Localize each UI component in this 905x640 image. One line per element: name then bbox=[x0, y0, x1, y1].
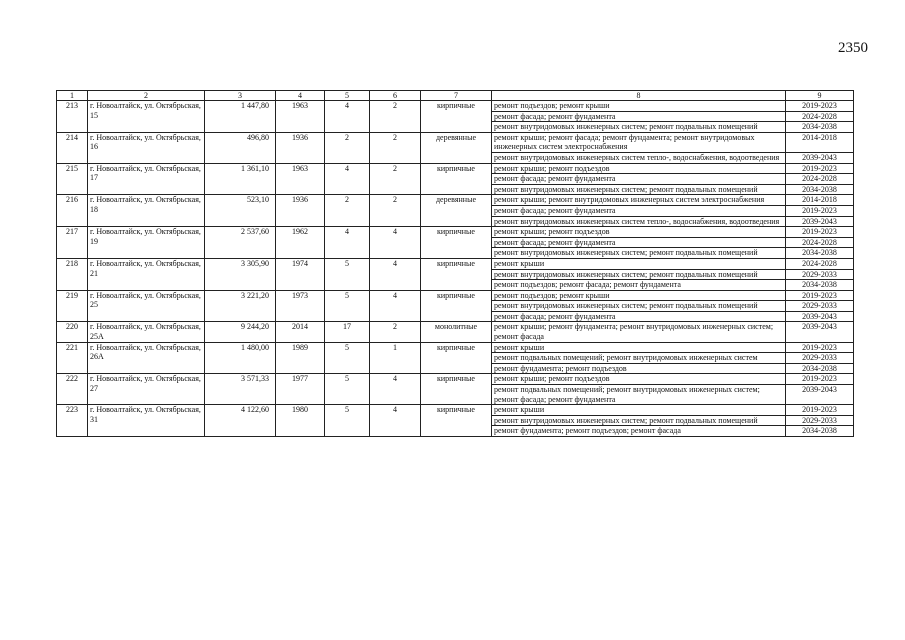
entrances-cell: 2 bbox=[370, 101, 421, 133]
table-row bbox=[57, 258, 854, 269]
entrances-cell: 4 bbox=[370, 258, 421, 290]
period-cell: 2019-2023 bbox=[786, 205, 854, 216]
year-cell: 1963 bbox=[276, 163, 325, 195]
address-cell: г. Новоалтайск, ул. Октябрьская, 25 bbox=[88, 290, 205, 322]
row-number-cell: 219 bbox=[57, 290, 88, 322]
work-cell: ремонт фундамента; ремонт подъездов; ремонт фасада bbox=[492, 426, 786, 437]
walls-cell: кирпичные bbox=[421, 101, 492, 133]
table-row bbox=[57, 322, 854, 342]
floors-cell: 4 bbox=[325, 227, 370, 259]
area-cell: 496,80 bbox=[205, 132, 276, 163]
area-cell: 4 122,60 bbox=[205, 405, 276, 437]
column-header: 8 bbox=[492, 91, 786, 101]
period-cell: 2019-2023 bbox=[786, 163, 854, 174]
period-cell: 2024-2028 bbox=[786, 111, 854, 122]
work-cell: ремонт внутридомовых инженерных систем; ремонт подвальных помещений bbox=[492, 184, 786, 195]
work-cell: ремонт подъездов; ремонт крыши bbox=[492, 290, 786, 301]
address-cell: г. Новоалтайск, ул. Октябрьская, 31 bbox=[88, 405, 205, 437]
row-number-cell: 218 bbox=[57, 258, 88, 290]
work-cell: ремонт крыши; ремонт фундамента; ремонт внутридомовых инженерных систем; ремонт фасада bbox=[492, 322, 786, 342]
address-cell: г. Новоалтайск, ул. Октябрьская, 26А bbox=[88, 342, 205, 374]
work-cell: ремонт крыши; ремонт внутридомовых инженерных систем электроснабжения bbox=[492, 195, 786, 206]
work-cell: ремонт внутридомовых инженерных систем тепло-, водоснабжения, водоотведения bbox=[492, 216, 786, 227]
address-cell: г. Новоалтайск, ул. Октябрьская, 16 bbox=[88, 132, 205, 163]
area-cell: 1 447,80 bbox=[205, 101, 276, 133]
table-body bbox=[57, 101, 854, 437]
work-cell: ремонт внутридомовых инженерных систем; ремонт подвальных помещений bbox=[492, 122, 786, 133]
column-header: 1 bbox=[57, 91, 88, 101]
period-cell: 2039-2043 bbox=[786, 322, 854, 342]
work-cell: ремонт крыши bbox=[492, 405, 786, 416]
area-cell: 523,10 bbox=[205, 195, 276, 227]
year-cell: 1974 bbox=[276, 258, 325, 290]
period-cell: 2034-2038 bbox=[786, 184, 854, 195]
row-number-cell: 215 bbox=[57, 163, 88, 195]
address-cell: г. Новоалтайск, ул. Октябрьская, 19 bbox=[88, 227, 205, 259]
period-cell: 2039-2043 bbox=[786, 311, 854, 322]
year-cell: 1980 bbox=[276, 405, 325, 437]
work-cell: ремонт внутридомовых инженерных систем; ремонт подвальных помещений bbox=[492, 269, 786, 280]
period-cell: 2034-2038 bbox=[786, 426, 854, 437]
entrances-cell: 2 bbox=[370, 163, 421, 195]
work-cell: ремонт фасада; ремонт фундамента bbox=[492, 311, 786, 322]
floors-cell: 5 bbox=[325, 374, 370, 405]
entrances-cell: 4 bbox=[370, 227, 421, 259]
address-cell: г. Новоалтайск, ул. Октябрьская, 25А bbox=[88, 322, 205, 342]
table-row bbox=[57, 101, 854, 112]
period-cell: 2029-2033 bbox=[786, 269, 854, 280]
address-cell: г. Новоалтайск, ул. Октябрьская, 21 bbox=[88, 258, 205, 290]
area-cell: 9 244,20 bbox=[205, 322, 276, 342]
entrances-cell: 4 bbox=[370, 405, 421, 437]
floors-cell: 5 bbox=[325, 342, 370, 374]
year-cell: 1936 bbox=[276, 195, 325, 227]
entrances-cell: 2 bbox=[370, 195, 421, 227]
period-cell: 2019-2023 bbox=[786, 290, 854, 301]
page-number: 2350 bbox=[838, 40, 868, 56]
period-cell: 2024-2028 bbox=[786, 237, 854, 248]
work-cell: ремонт фасада; ремонт фундамента bbox=[492, 205, 786, 216]
table-row bbox=[57, 163, 854, 174]
floors-cell: 2 bbox=[325, 132, 370, 163]
period-cell: 2024-2028 bbox=[786, 258, 854, 269]
work-cell: ремонт крыши; ремонт подъездов bbox=[492, 374, 786, 385]
work-cell: ремонт крыши; ремонт подъездов bbox=[492, 163, 786, 174]
period-cell: 2034-2038 bbox=[786, 280, 854, 291]
walls-cell: кирпичные bbox=[421, 374, 492, 405]
period-cell: 2019-2023 bbox=[786, 374, 854, 385]
row-number-cell: 221 bbox=[57, 342, 88, 374]
period-cell: 2019-2023 bbox=[786, 227, 854, 238]
floors-cell: 5 bbox=[325, 405, 370, 437]
floors-cell: 4 bbox=[325, 163, 370, 195]
column-header: 3 bbox=[205, 91, 276, 101]
work-cell: ремонт внутридомовых инженерных систем тепло-, водоснабжения, водоотведения bbox=[492, 152, 786, 163]
work-cell: ремонт подъездов; ремонт фасада; ремонт фундамента bbox=[492, 280, 786, 291]
address-cell: г. Новоалтайск, ул. Октябрьская, 17 bbox=[88, 163, 205, 195]
work-cell: ремонт внутридомовых инженерных систем; ремонт подвальных помещений bbox=[492, 248, 786, 259]
year-cell: 2014 bbox=[276, 322, 325, 342]
work-cell: ремонт фасада; ремонт фундамента bbox=[492, 237, 786, 248]
area-cell: 2 537,60 bbox=[205, 227, 276, 259]
floors-cell: 5 bbox=[325, 290, 370, 322]
walls-cell: кирпичные bbox=[421, 405, 492, 437]
period-cell: 2039-2043 bbox=[786, 216, 854, 227]
period-cell: 2039-2043 bbox=[786, 152, 854, 163]
column-header: 9 bbox=[786, 91, 854, 101]
walls-cell: кирпичные bbox=[421, 342, 492, 374]
work-cell: ремонт фасада; ремонт фундамента bbox=[492, 174, 786, 185]
row-number-cell: 213 bbox=[57, 101, 88, 133]
work-cell: ремонт крыши; ремонт фасада; ремонт фундамента; ремонт внутридомовых инженерных систем электроснабжения bbox=[492, 132, 786, 152]
floors-cell: 17 bbox=[325, 322, 370, 342]
year-cell: 1977 bbox=[276, 374, 325, 405]
work-cell: ремонт фундамента; ремонт подъездов bbox=[492, 363, 786, 374]
period-cell: 2019-2023 bbox=[786, 342, 854, 353]
address-cell: г. Новоалтайск, ул. Октябрьская, 27 bbox=[88, 374, 205, 405]
year-cell: 1973 bbox=[276, 290, 325, 322]
area-cell: 3 221,20 bbox=[205, 290, 276, 322]
walls-cell: кирпичные bbox=[421, 163, 492, 195]
column-number-row bbox=[57, 91, 854, 101]
work-cell: ремонт крыши bbox=[492, 342, 786, 353]
walls-cell: кирпичные bbox=[421, 258, 492, 290]
period-cell: 2024-2028 bbox=[786, 174, 854, 185]
entrances-cell: 2 bbox=[370, 132, 421, 163]
entrances-cell: 4 bbox=[370, 374, 421, 405]
work-cell: ремонт подвальных помещений; ремонт внутридомовых инженерных систем; ремонт фасада; ремонт фундамента bbox=[492, 385, 786, 405]
column-header: 5 bbox=[325, 91, 370, 101]
area-cell: 3 571,33 bbox=[205, 374, 276, 405]
address-cell: г. Новоалтайск, ул. Октябрьская, 18 bbox=[88, 195, 205, 227]
table-row bbox=[57, 374, 854, 385]
work-cell: ремонт внутридомовых инженерных систем; ремонт подвальных помещений bbox=[492, 301, 786, 312]
work-cell: ремонт подъездов; ремонт крыши bbox=[492, 101, 786, 112]
column-header: 6 bbox=[370, 91, 421, 101]
column-header: 7 bbox=[421, 91, 492, 101]
period-cell: 2014-2018 bbox=[786, 132, 854, 152]
table-row bbox=[57, 195, 854, 206]
column-header: 2 bbox=[88, 91, 205, 101]
work-cell: ремонт внутридомовых инженерных систем; ремонт подвальных помещений bbox=[492, 415, 786, 426]
entrances-cell: 2 bbox=[370, 322, 421, 342]
row-number-cell: 216 bbox=[57, 195, 88, 227]
year-cell: 1936 bbox=[276, 132, 325, 163]
row-number-cell: 222 bbox=[57, 374, 88, 405]
table-row bbox=[57, 290, 854, 301]
repair-schedule-table bbox=[56, 90, 854, 437]
period-cell: 2034-2038 bbox=[786, 363, 854, 374]
address-cell: г. Новоалтайск, ул. Октябрьская, 15 bbox=[88, 101, 205, 133]
year-cell: 1962 bbox=[276, 227, 325, 259]
period-cell: 2019-2023 bbox=[786, 101, 854, 112]
work-cell: ремонт крыши; ремонт подъездов bbox=[492, 227, 786, 238]
row-number-cell: 220 bbox=[57, 322, 88, 342]
row-number-cell: 217 bbox=[57, 227, 88, 259]
walls-cell: кирпичные bbox=[421, 227, 492, 259]
column-header: 4 bbox=[276, 91, 325, 101]
table-row bbox=[57, 342, 854, 353]
entrances-cell: 4 bbox=[370, 290, 421, 322]
area-cell: 1 361,10 bbox=[205, 163, 276, 195]
table-row bbox=[57, 405, 854, 416]
entrances-cell: 1 bbox=[370, 342, 421, 374]
period-cell: 2029-2033 bbox=[786, 353, 854, 364]
table-row bbox=[57, 132, 854, 152]
row-number-cell: 223 bbox=[57, 405, 88, 437]
period-cell: 2029-2033 bbox=[786, 415, 854, 426]
period-cell: 2039-2043 bbox=[786, 385, 854, 405]
period-cell: 2014-2018 bbox=[786, 195, 854, 206]
table-row bbox=[57, 227, 854, 238]
work-cell: ремонт фасада; ремонт фундамента bbox=[492, 111, 786, 122]
walls-cell: деревянные bbox=[421, 195, 492, 227]
area-cell: 3 305,90 bbox=[205, 258, 276, 290]
walls-cell: деревянные bbox=[421, 132, 492, 163]
floors-cell: 4 bbox=[325, 101, 370, 133]
area-cell: 1 480,00 bbox=[205, 342, 276, 374]
walls-cell: монолитные bbox=[421, 322, 492, 342]
floors-cell: 2 bbox=[325, 195, 370, 227]
year-cell: 1989 bbox=[276, 342, 325, 374]
period-cell: 2034-2038 bbox=[786, 248, 854, 259]
row-number-cell: 214 bbox=[57, 132, 88, 163]
floors-cell: 5 bbox=[325, 258, 370, 290]
walls-cell: кирпичные bbox=[421, 290, 492, 322]
period-cell: 2029-2033 bbox=[786, 301, 854, 312]
period-cell: 2019-2023 bbox=[786, 405, 854, 416]
year-cell: 1963 bbox=[276, 101, 325, 133]
period-cell: 2034-2038 bbox=[786, 122, 854, 133]
work-cell: ремонт крыши bbox=[492, 258, 786, 269]
work-cell: ремонт подвальных помещений; ремонт внутридомовых инженерных систем bbox=[492, 353, 786, 364]
